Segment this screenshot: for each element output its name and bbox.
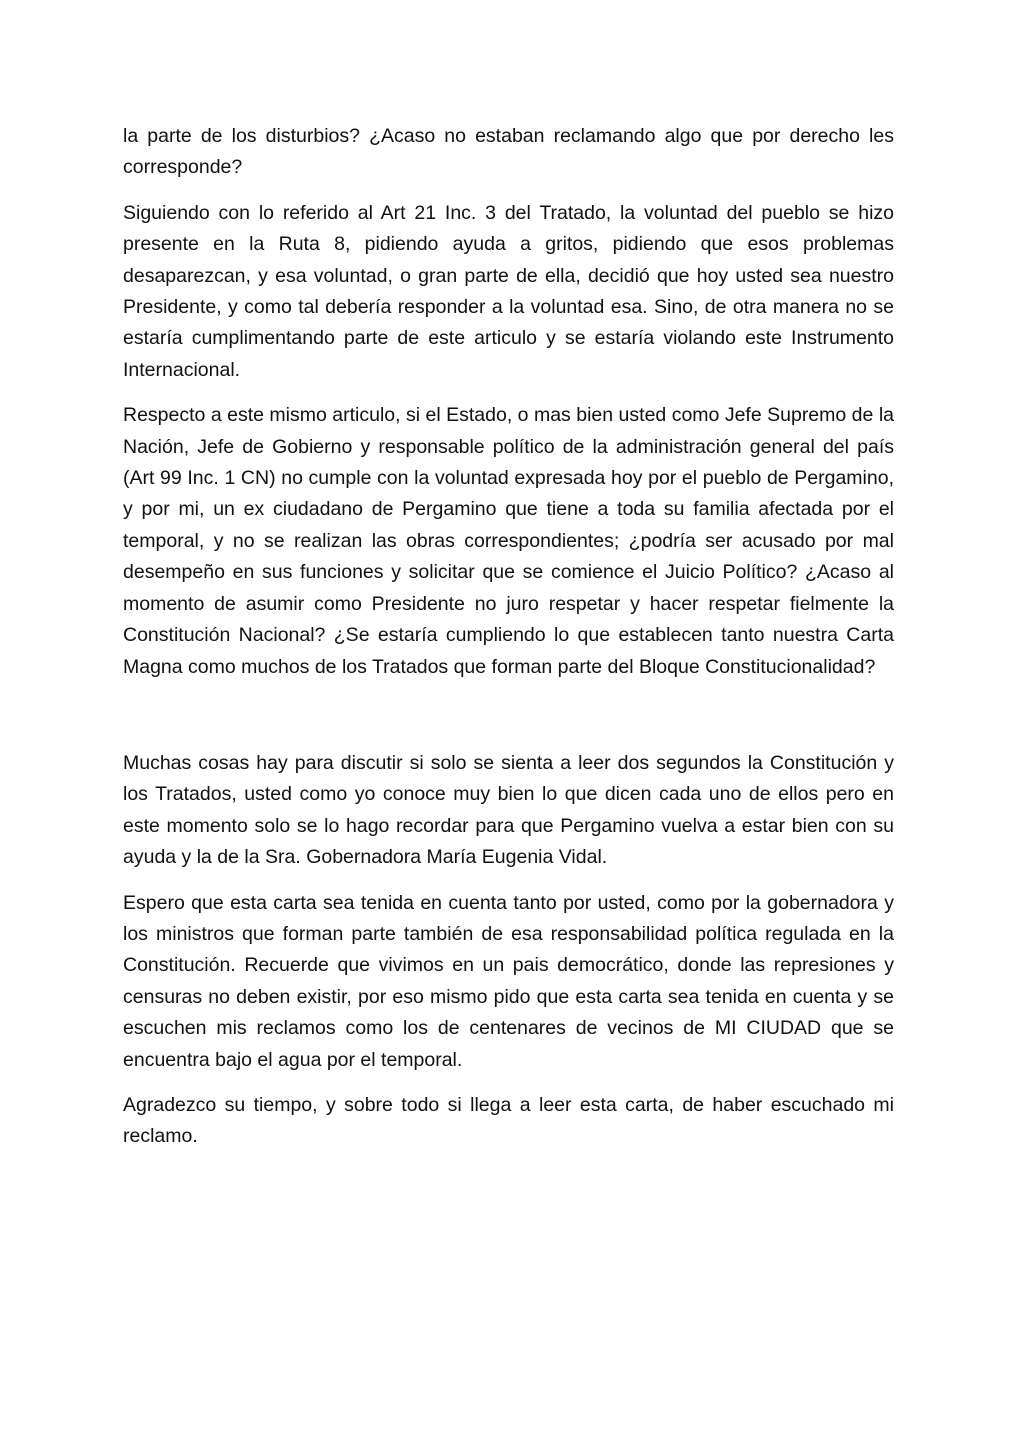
paragraph-4: Muchas cosas hay para discutir si solo se sienta a leer dos segundos la Constitución y los Tratados, usted como yo conoce muy bien lo que dicen cada uno de ellos pero en este momento solo se lo hago recordar para que Pergamino vuelva a estar bien con su ayuda y la de la Sra. Gobernadora María Eugenia Vidal. bbox=[123, 751, 894, 869]
paragraph-6: Agradezco su tiempo, y sobre todo si llega a leer esta carta, de haber escuchado mi reclamo. bbox=[123, 1093, 894, 1148]
paragraph-1: la parte de los disturbios? ¿Acaso no estaban reclamando algo que por derecho les corresponde? bbox=[123, 125, 894, 179]
paragraph-5: Espero que esta carta sea tenida en cuenta tanto por usted, como por la gobernadora y los ministros que forman parte también de esa responsabilidad política regulada en la Constitución. Recuerde que vivimos en un pais democrático, donde las represiones y censuras no deben existir, por eso mismo pido que esta carta sea tenida en cuenta y se escuchen mis reclamos como los de centenares de vecinos de MI CIUDAD que se encuentra bajo el agua por el temporal. bbox=[123, 891, 894, 1071]
paragraph-spacer bbox=[123, 697, 894, 748]
paragraph-2: Siguiendo con lo referido al Art 21 Inc. 3 del Tratado, la voluntad del pueblo se hizo presente en la Ruta 8, pidiendo ayuda a gritos, pidiendo que esos problemas desaparezcan, y esa voluntad, o gran parte de ella, decidió que hoy usted sea nuestro Presidente, y como tal debería responder a la voluntad esa. Sino, de otra manera no se estaría cumplimentando parte de este articulo y se estaría violando este Instrumento Internacional. bbox=[123, 201, 894, 381]
letter-body bbox=[123, 121, 894, 1167]
paragraph-3: Respecto a este mismo articulo, si el Estado, o mas bien usted como Jefe Supremo de la Nación, Jefe de Gobierno y responsable político de la administración general del país (Art 99 Inc. 1 CN) no cumple con la voluntad expresada hoy por el pueblo de Pergamino, y por mi, un ex ciudadano de Pergamino que tiene a toda su familia afectada por el temporal, y no se realizan las obras correspondientes; ¿podría ser acusado por mal desempeño en sus funciones y solicitar que se comience el Juicio Político? ¿Acaso al momento de asumir como Presidente no juro respetar y hacer respetar fielmente la Constitución Nacional? ¿Se estaría cumpliendo lo que establecen tanto nuestra Carta Magna como muchos de los Tratados que forman parte del Bloque Constitucionalidad? bbox=[123, 404, 894, 678]
